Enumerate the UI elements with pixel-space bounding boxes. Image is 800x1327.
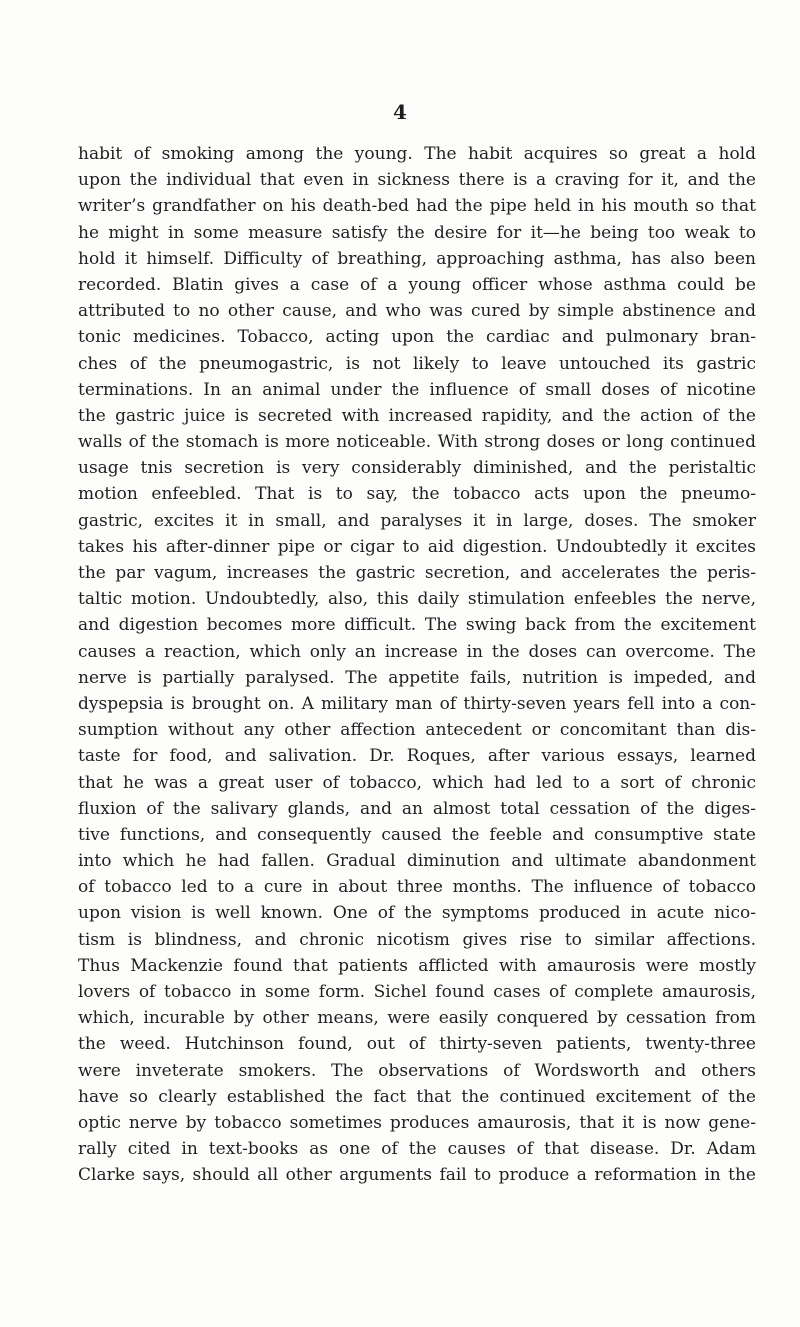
text-line: dyspepsia is brought on. A military man of thirty-seven years fell into a con- [78, 693, 756, 714]
text-line: which, incurable by other means, were easily conquered by cessation from [78, 1008, 756, 1029]
text-line: terminations. In an animal under the influence of small doses of nicotine [78, 379, 756, 400]
text-line: lovers of tobacco in some form. Sichel found cases of complete amaurosis, [78, 982, 756, 1002]
text-line: the gastric juice is secreted with increased rapidity, and the action of the [78, 405, 756, 426]
text-line: taltic motion. Undoubtedly, also, this daily stimulation enfeebles the nerve, [78, 589, 756, 610]
text-line: takes his after-dinner pipe or cigar to aid digestion. Undoubtedly it excites [78, 536, 756, 557]
text-line: gastric, excites it in small, and paralyses it in large, doses. The smoker [78, 510, 756, 531]
text-line: of tobacco led to a cure in about three months. The influence of tobacco [78, 877, 756, 898]
text-line: ches of the pneumogastric, is not likely to leave untouched its gastric [78, 353, 756, 374]
text-line: Thus Mackenzie found that patients afflicted with amaurosis were mostly [78, 955, 756, 976]
text-line: nerve is partially paralysed. The appetite fails, nutrition is impeded, and [78, 667, 756, 688]
page-number: 4 [393, 100, 407, 124]
text-line: causes a reaction, which only an increase in the doses can overcome. The [78, 641, 756, 662]
text-line: were inveterate smokers. The observations of Wordsworth and others [78, 1060, 756, 1081]
text-line: have so clearly established the fact that the continued excitement of the [78, 1086, 756, 1107]
text-line: optic nerve by tobacco sometimes produces amaurosis, that it is now gene- [78, 1112, 756, 1133]
text-line: usage tnis secretion is very considerably diminished, and the peristaltic [78, 458, 756, 479]
text-line: writer’s grandfather on his death-bed had the pipe held in his mouth so that [78, 196, 756, 217]
text-line: tonic medicines. Tobacco, acting upon the cardiac and pulmonary bran- [78, 327, 756, 348]
text-line: recorded. Blatin gives a case of a young officer whose asthma could be [78, 274, 756, 295]
text-line: fluxion of the salivary glands, and an almost total cessation of the diges- [78, 798, 756, 819]
text-line: habit of smoking among the young. The habit acquires so great a hold [78, 144, 756, 164]
text-line: and digestion becomes more difficult. The swing back from the excitement [78, 615, 756, 636]
text-line: that he was a great user of tobacco, which had led to a sort of chronic [78, 772, 756, 793]
text-line: Clarke says, should all other arguments fail to produce a reformation in the [78, 1165, 756, 1186]
text-line: attributed to no other cause, and who was cured by simple abstinence and [78, 301, 756, 322]
text-line: the par vagum, increases the gastric secretion, and accelerates the peris- [78, 563, 756, 583]
text-line: walls of the stomach is more noticeable. With strong doses or long continued [78, 432, 756, 453]
text-line: motion enfeebled. That is to say, the tobacco acts upon the pneumo- [78, 484, 756, 505]
body-text [78, 141, 756, 1189]
text-line: rally cited in text-books as one of the causes of that disease. Dr. Adam [78, 1139, 756, 1160]
text-line: he might in some measure satisfy the desire for it—he being too weak to [78, 222, 756, 243]
text-line: tism is blindness, and chronic nicotism gives rise to similar affections. [78, 929, 756, 950]
text-line: into which he had fallen. Gradual diminution and ultimate abandonment [78, 851, 756, 872]
text-line: sumption without any other affection antecedent or concomitant than dis- [78, 720, 756, 741]
text-line: upon vision is well known. One of the symptoms produced in acute nico- [78, 903, 756, 924]
text-line: taste for food, and salivation. Dr. Roques, after various essays, learned [78, 746, 756, 767]
text-line: the weed. Hutchinson found, out of thirty-seven patients, twenty-three [78, 1034, 756, 1055]
text-line: tive functions, and consequently caused the feeble and consumptive state [78, 824, 756, 845]
text-line: upon the individual that even in sickness there is a craving for it, and the [78, 170, 756, 191]
text-line: hold it himself. Difficulty of breathing, approaching asthma, has also been [78, 248, 756, 269]
